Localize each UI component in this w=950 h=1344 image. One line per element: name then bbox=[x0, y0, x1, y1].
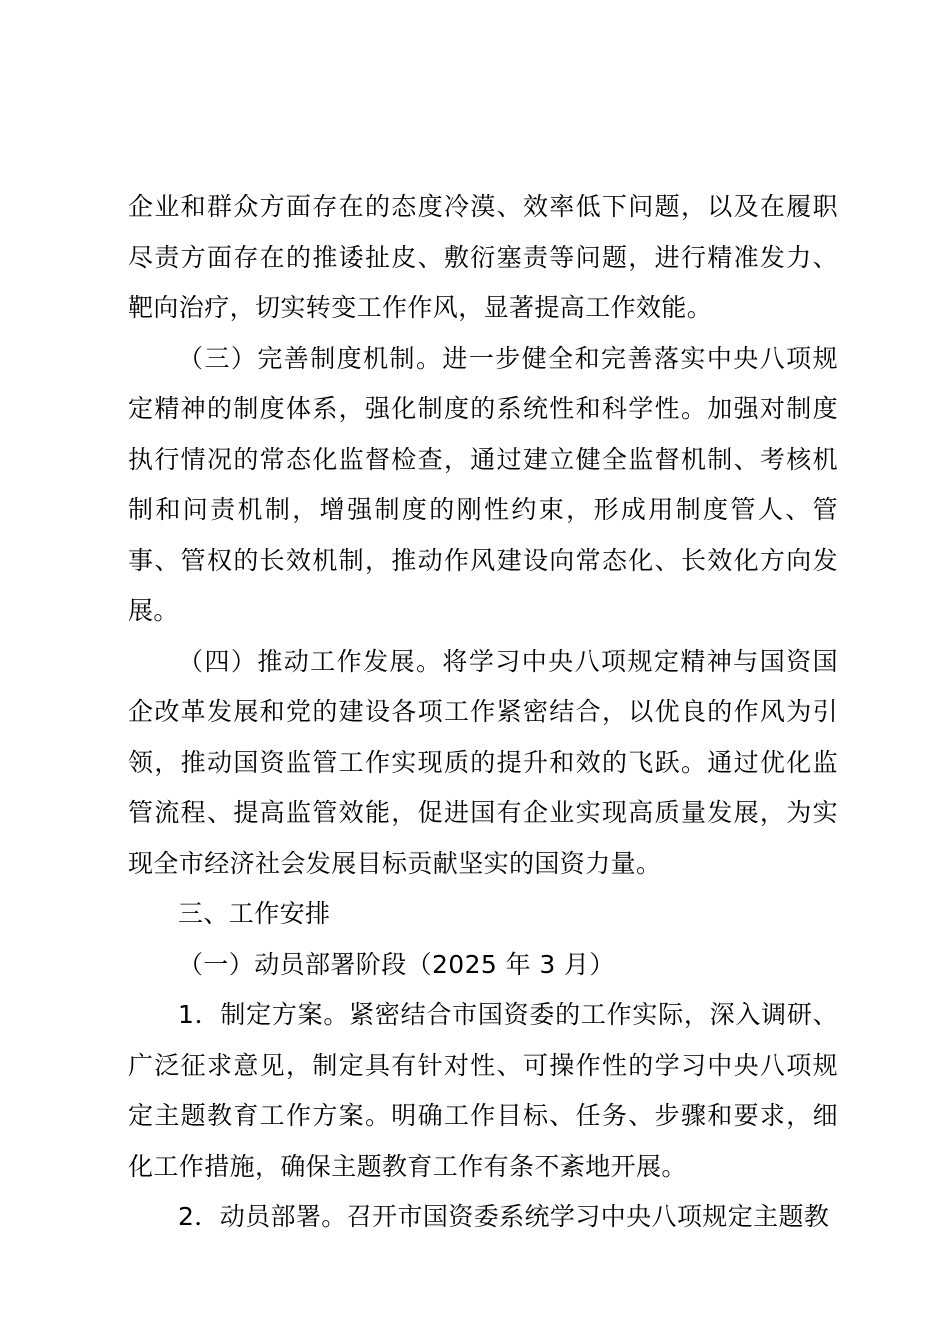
paragraph-promote-work: （四）推动工作发展。将学习中央八项规定精神与国资国企改革发展和党的建设各项工作紧密结合，以优良的作风为引领，推动国资监管工作实现质的提升和效的飞跃。通过优化监管流程、提高监管效能，促进国有企业实现高质量发展，为实现全市经济社会发展目标贡献坚实的国资力量。 bbox=[128, 646, 838, 878]
document-body bbox=[128, 182, 838, 1243]
paragraph-improve-system: （三）完善制度机制。进一步健全和完善落实中央八项规定精神的制度体系，强化制度的系统性和科学性。加强对制度执行情况的常态化监督检查，通过建立健全监督机制、考核机制和问责机制，增强制度的刚性约束，形成用制度管人、管事、管权的长效机制，推动作风建设向常态化、长效化方向发展。 bbox=[128, 343, 838, 625]
paragraph-mobilization-meeting: 2．动员部署。召开市国资委系统学习中央八项规定主题教 bbox=[178, 1202, 830, 1231]
paragraph-continuation: 企业和群众方面存在的态度冷漠、效率低下问题，以及在履职尽责方面存在的推诿扯皮、敷衍塞责等问题，进行精准发力、靶向治疗，切实转变工作作风，显著提高工作效能。 bbox=[128, 192, 838, 322]
section-heading-work-arrangement: 三、工作安排 bbox=[178, 899, 331, 928]
paragraph-formulate-plan: 1．制定方案。紧密结合市国资委的工作实际，深入调研、广泛征求意见，制定具有针对性、可操作性的学习中央八项规定主题教育工作方案。明确工作目标、任务、步骤和要求，细化工作措施，确保主题教育工作有条不紊地开展。 bbox=[128, 1000, 838, 1181]
subsection-heading-mobilization: （一）动员部署阶段（2025 年 3 月） bbox=[178, 949, 615, 979]
